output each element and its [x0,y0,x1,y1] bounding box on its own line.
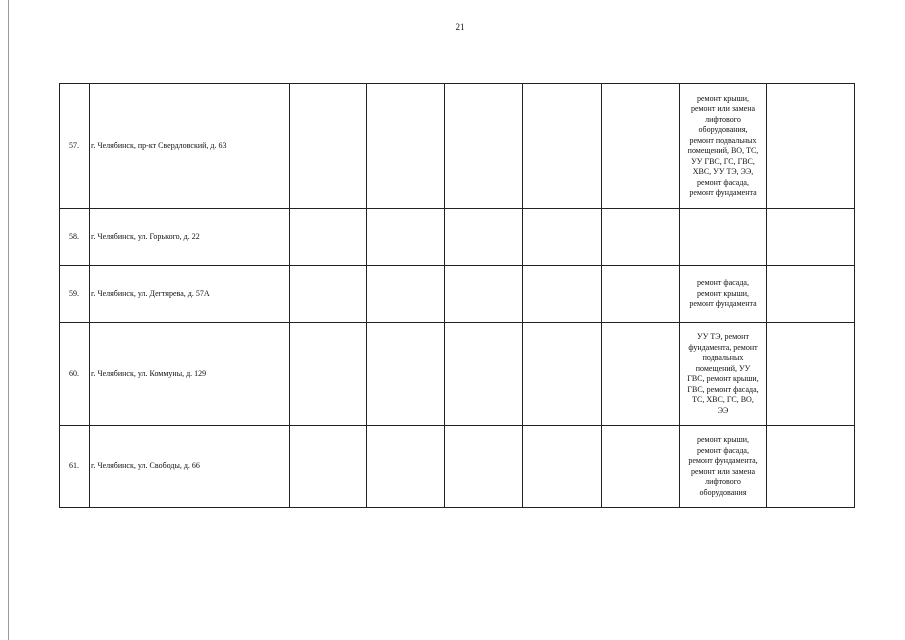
table-row [60,209,855,266]
empty-cell [290,266,367,323]
empty-cell [602,84,680,209]
address-cell: г. Челябинск, ул. Дегтярева, д. 57А [90,266,290,323]
empty-cell [767,84,855,209]
works-line: фундамента, ремонт [688,342,758,352]
repair-table [59,83,855,508]
works-line: ГВС, ремонт фасада, [687,384,759,394]
row-number: 60. [60,323,90,426]
works-line: ТС, ХВС, ГС, ВО, [692,395,754,404]
table-row [60,426,855,508]
works-line: ГВС, ремонт крыши, [687,374,759,383]
address-cell: г. Челябинск, ул. Коммуны, д. 129 [90,323,290,426]
works-line: ремонт фасада, [697,177,749,187]
empty-cell [523,84,602,209]
works-line: подвальных [702,353,744,362]
works-line: УУ ТЭ, ремонт [697,332,749,341]
empty-cell [367,209,445,266]
works-cell [680,266,767,323]
works-line: ЭЭ [717,405,729,415]
works-line: ремонт или замена [690,104,756,113]
empty-cell [523,323,602,426]
empty-cell [767,266,855,323]
row-number: 59. [60,266,90,323]
works-line: помещений, УУ [695,363,751,373]
row-number: 61. [60,426,90,508]
empty-cell [767,426,855,508]
empty-cell [602,426,680,508]
works-cell [680,84,767,209]
empty-cell [602,266,680,323]
address-cell: г. Челябинск, пр-кт Свердловский, д. 63 [90,84,290,209]
empty-cell [445,266,523,323]
works-line: ремонт фундамента, [688,456,758,465]
works-line: оборудования [699,487,747,497]
empty-cell [445,84,523,209]
works-line: ХВС, УУ ТЭ, ЭЭ, [692,167,754,176]
address-cell: г. Челябинск, ул. Свободы, д. 66 [90,426,290,508]
row-number: 57. [60,84,90,209]
empty-cell [767,209,855,266]
page-number: 21 [455,22,465,32]
address-cell: г. Челябинск, ул. Горького, д. 22 [90,209,290,266]
works-line: помещений, ВО, ТС, [687,146,759,155]
works-line: ремонт фундамента [689,299,757,309]
works-line: ремонт крыши, [696,288,750,298]
document-table-wrapper [59,83,855,508]
works-cell [680,323,767,426]
works-line: ремонт фундамента [689,188,757,197]
empty-cell [290,209,367,266]
works-cell [680,209,767,266]
works-line: ремонт крыши, [696,93,750,103]
works-line: ремонт фасада, [697,278,749,288]
empty-cell [445,323,523,426]
empty-cell [290,84,367,209]
works-line: оборудования, [698,125,748,134]
empty-cell [523,426,602,508]
empty-cell [367,266,445,323]
empty-cell [445,209,523,266]
empty-cell [602,209,680,266]
works-line: лифтового [705,477,741,486]
works-line: ремонт крыши, [696,435,750,444]
table-row [60,84,855,209]
empty-cell [367,426,445,508]
empty-cell [367,84,445,209]
works-line: лифтового [705,114,741,124]
empty-cell [445,426,523,508]
empty-cell [367,323,445,426]
works-line: УУ ГВС, ГС, ГВС, [691,156,755,166]
works-line: ремонт фасада, [697,445,749,455]
empty-cell [523,209,602,266]
table-row [60,323,855,426]
scan-edge-line [8,0,9,640]
empty-cell [523,266,602,323]
works-cell [680,426,767,508]
empty-cell [290,323,367,426]
works-line: ремонт подвальных [689,135,757,145]
empty-cell [602,323,680,426]
table-row [60,266,855,323]
row-number: 58. [60,209,90,266]
works-line: ремонт или замена [690,466,756,476]
empty-cell [767,323,855,426]
empty-cell [290,426,367,508]
